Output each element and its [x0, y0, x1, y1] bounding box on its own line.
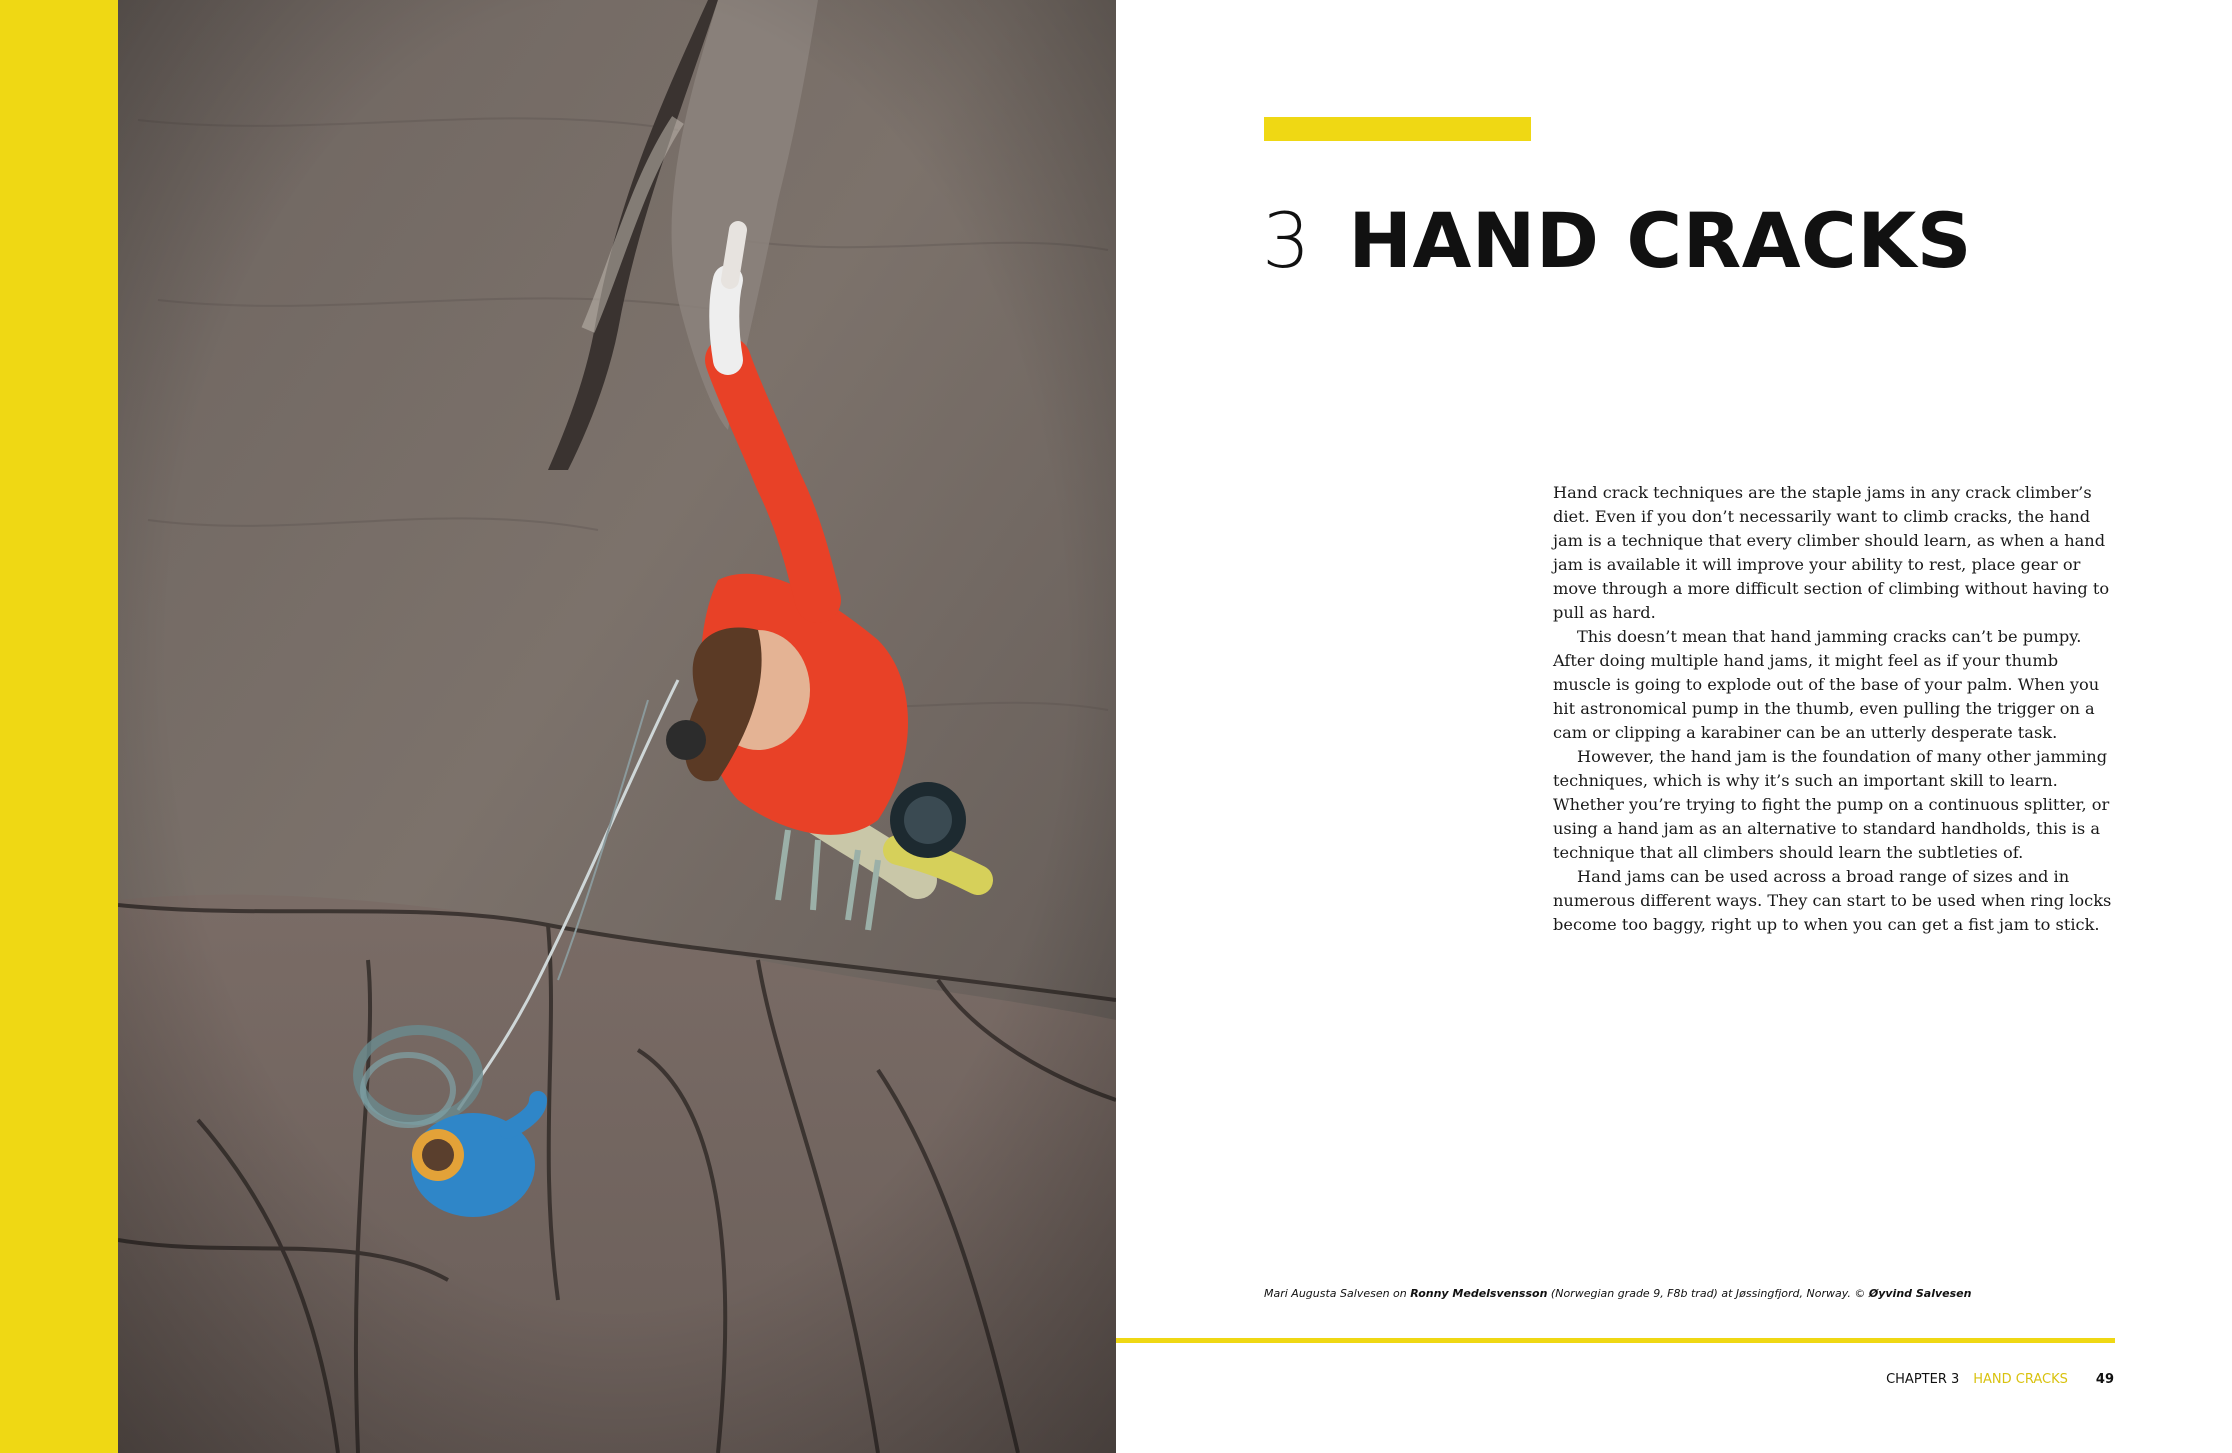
caption-details: (Norwegian grade 9, F8b trad) at Jøssingfjord, Norway. ©: [1547, 1287, 1869, 1300]
caption-route: Ronny Medelsvensson: [1410, 1287, 1548, 1300]
body-text: [1553, 481, 2121, 937]
body-paragraph: This doesn’t mean that hand jamming cracks can’t be pumpy. After doing multiple hand jams, it might feel as if your thumb muscle is going to explode out of the base of your palm. When you hit astronomical pump in the thumb, even pulling the trigger on a cam or clipping a karabiner can be an utterly desperate task.: [1553, 627, 2100, 742]
footer-section-label: HAND CRACKS: [1973, 1372, 2068, 1387]
running-footer: [1886, 1372, 2114, 1387]
climbing-photo: [118, 0, 1116, 1453]
footer-rule: [1116, 1338, 2115, 1343]
caption-climber: Mari Augusta Salvesen on: [1264, 1287, 1411, 1300]
body-paragraph: Hand jams can be used across a broad range of sizes and in numerous different ways. They can start to be used when ring locks become too baggy, right up to when you can get a fist jam to stick.: [1553, 867, 2112, 934]
chapter-title: HAND CRACKS: [1348, 196, 1972, 285]
photo-caption: [1264, 1287, 2064, 1300]
climbing-photo-illustration: [118, 0, 1116, 1453]
page-number: 49: [2095, 1372, 2114, 1387]
chapter-number: 3: [1262, 196, 1311, 285]
footer-chapter-label: CHAPTER 3: [1886, 1372, 1960, 1387]
chapter-heading: [1262, 196, 1972, 296]
body-paragraph: Hand crack techniques are the staple jams in any crack climber’s diet. Even if you don’t necessarily want to climb cracks, the hand jam is a technique that every climber should learn, as when a hand jam is available it will improve your ability to rest, place gear or move through a more difficult section of climbing without having to pull as hard.: [1553, 483, 2110, 622]
chapter-accent-rule: [1264, 117, 1531, 141]
caption-photographer: Øyvind Salvesen: [1868, 1287, 1972, 1300]
left-edge-color-bar: [0, 0, 118, 1453]
body-paragraph: However, the hand jam is the foundation of many other jamming techniques, which is why it’s such an important skill to learn. Whether you’re trying to fight the pump on a continuous splitter, or using a hand jam as an alternative to standard handholds, this is a technique that all climbers should learn the subtleties of.: [1553, 747, 2110, 862]
